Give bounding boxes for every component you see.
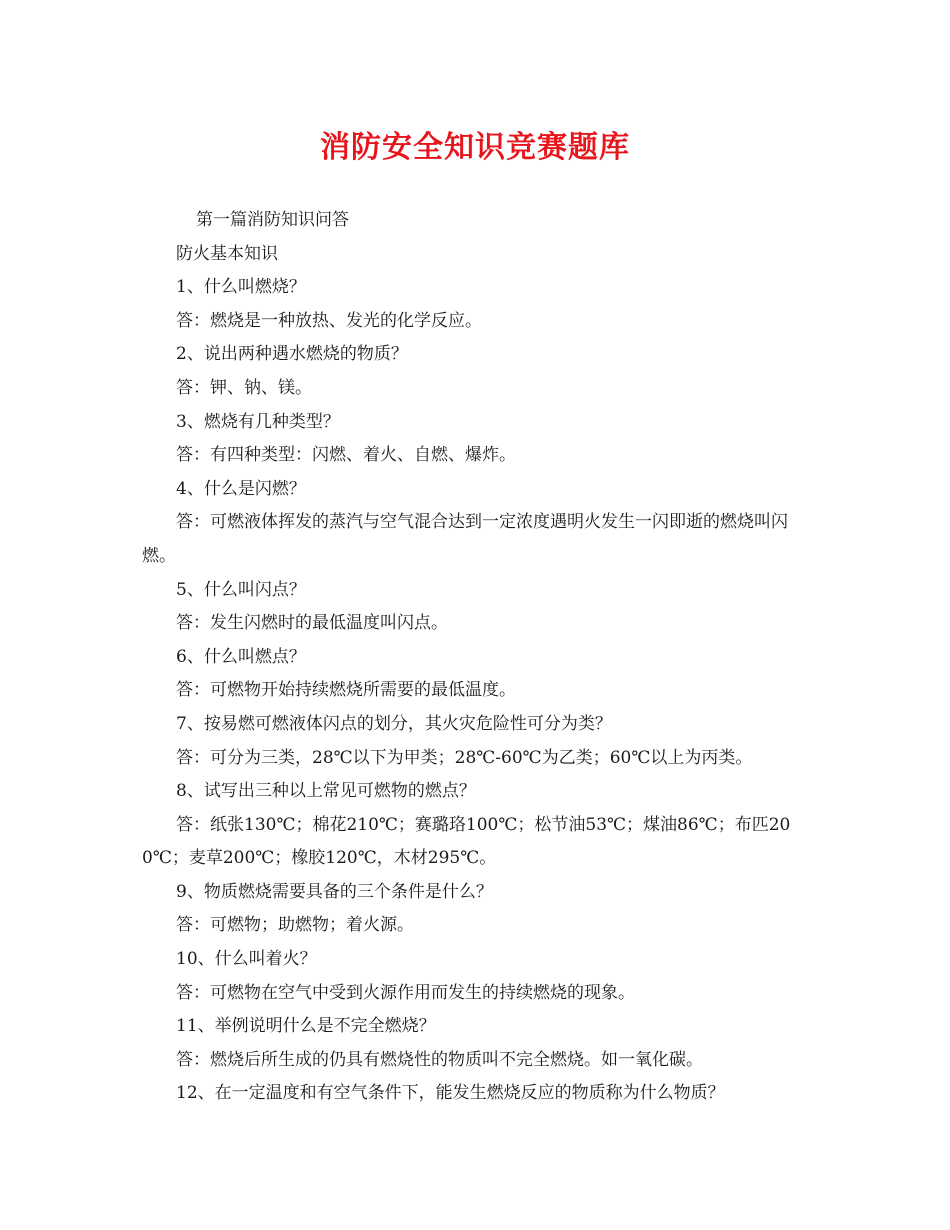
- answer: 答：可燃物开始持续燃烧所需要的最低温度。: [176, 680, 516, 701]
- document-title: 消防安全知识竞赛题库: [320, 130, 630, 165]
- answer: 答：燃烧是一种放热、发光的化学反应。: [176, 310, 482, 331]
- question: 11、举例说明什么是不完全燃烧？: [176, 1016, 436, 1037]
- question: 6、什么叫燃点？: [176, 646, 306, 667]
- question: 10、什么叫着火？: [176, 949, 317, 970]
- question: 5、什么叫闪点？: [176, 579, 306, 600]
- question: 2、说出两种遇水燃烧的物质？: [176, 344, 408, 365]
- answer: 答：纸张130℃；棉花210℃；赛璐珞100℃；松节油53℃；煤油86℃；布匹200℃；麦草200℃；橡胶120℃，木材295℃。: [142, 814, 791, 869]
- question: 8、试写出三种以上常见可燃物的燃点？: [176, 781, 476, 802]
- question: 1、什么叫燃烧？: [176, 277, 306, 298]
- answer: 答：可燃液体挥发的蒸汽与空气混合达到一定浓度遇明火发生一闪即逝的燃烧叫闪燃。: [142, 512, 788, 566]
- answer: 答：可分为三类，28℃以下为甲类；28℃-60℃为乙类；60℃以上为丙类。: [176, 747, 753, 768]
- document-body: [142, 204, 814, 1111]
- question: 9、物质燃烧需要具备的三个条件是什么？: [176, 881, 493, 902]
- question: 7、按易燃可燃液体闪点的划分，其火灾危险性可分为类？: [176, 713, 612, 734]
- question: 4、什么是闪燃？: [176, 478, 306, 499]
- section-heading: 第一篇消防知识问答: [196, 210, 349, 230]
- subsection-heading: 防火基本知识: [176, 243, 278, 264]
- answer: 答：有四种类型：闪燃、着火、自燃、爆炸。: [176, 445, 516, 466]
- answer: 答：可燃物；助燃物；着火源。: [176, 915, 414, 936]
- answer: 答：可燃物在空气中受到火源作用而发生的持续燃烧的现象。: [176, 982, 635, 1003]
- answer: 答：燃烧后所生成的仍具有燃烧性的物质叫不完全燃烧。如一氧化碳。: [176, 1049, 703, 1070]
- answer: 答：钾、钠、镁。: [176, 377, 312, 398]
- question: 3、燃烧有几种类型？: [176, 411, 340, 432]
- question: 12、在一定温度和有空气条件下，能发生燃烧反应的物质称为什么物质？: [176, 1083, 725, 1104]
- answer: 答：发生闪燃时的最低温度叫闪点。: [176, 613, 448, 634]
